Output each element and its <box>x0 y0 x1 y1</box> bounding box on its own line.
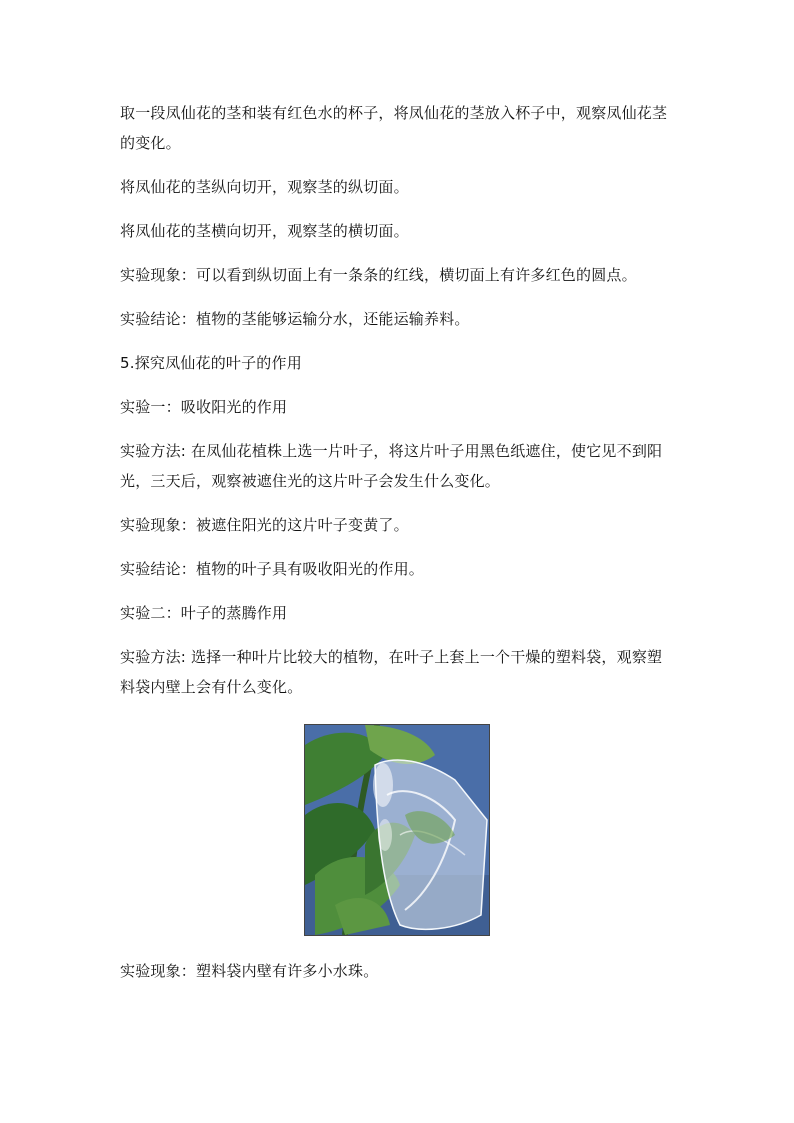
leaf-with-plastic-bag-photo <box>304 724 490 936</box>
paragraph: 实验现象：可以看到纵切面上有一条条的红线，横切面上有许多红色的圆点。 <box>120 266 637 284</box>
paragraph: 实验现象：被遮住阳光的这片叶子变黄了。 <box>120 516 409 534</box>
leaf-photo-illustration <box>305 725 489 935</box>
paragraph: 实验现象：塑料袋内壁有许多小水珠。 <box>120 962 379 980</box>
paragraph: 实验方法: 在凤仙花植株上选一片叶子，将这片叶子用黑色纸遮住，使它见不到阳光，三天后，观察被遮住光的这片叶子会发生什么变化。 <box>120 442 663 490</box>
paragraph: 实验结论：植物的叶子具有吸收阳光的作用。 <box>120 560 425 578</box>
paragraph: 将凤仙花的茎横向切开，观察茎的横切面。 <box>120 222 409 240</box>
paragraph: 取一段凤仙花的茎和装有红色水的杯子，将凤仙花的茎放入杯子中，观察凤仙花茎的变化。 <box>120 104 668 152</box>
paragraph: 实验结论：植物的茎能够运输分水，还能运输养料。 <box>120 310 470 328</box>
paragraph: 实验方法: 选择一种叶片比较大的植物，在叶子上套上一个干燥的塑料袋，观察塑料袋内壁上会有什么变化。 <box>120 648 663 696</box>
paragraph: 将凤仙花的茎纵向切开，观察茎的纵切面。 <box>120 178 409 196</box>
document-body <box>120 98 676 1000</box>
experiment-title: 实验一：吸收阳光的作用 <box>120 398 288 416</box>
section-heading: 5.探究凤仙花的叶子的作用 <box>120 354 302 372</box>
figure <box>120 724 676 936</box>
experiment-title: 实验二：叶子的蒸腾作用 <box>120 604 288 622</box>
